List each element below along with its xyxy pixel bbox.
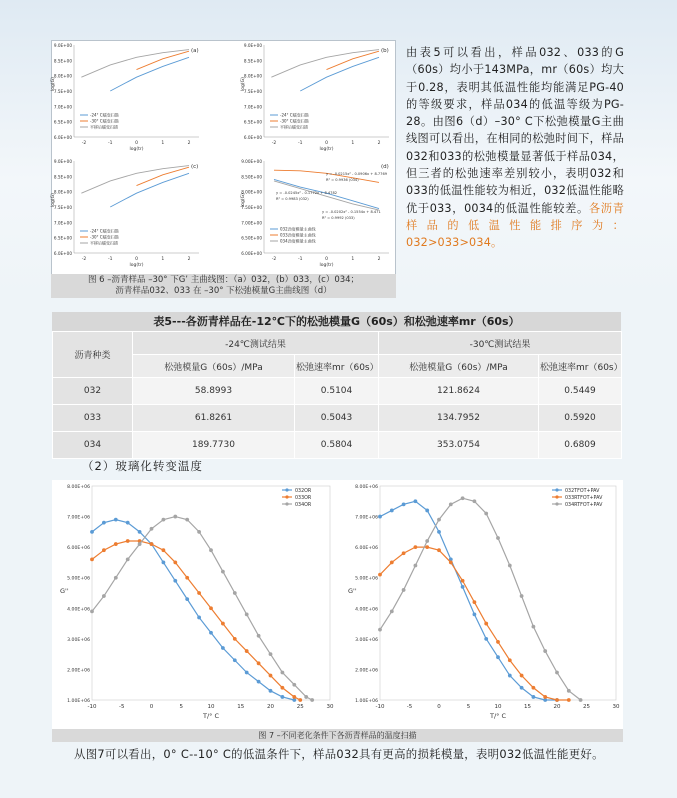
x-tick-label: -1: [108, 257, 113, 262]
legend-label: 033OR: [295, 495, 312, 501]
data-point: [245, 649, 249, 653]
y-tick-label: 9.00E+00: [241, 159, 262, 164]
data-point: [496, 655, 500, 659]
data-point: [90, 609, 94, 613]
x-axis-title: T/° C: [202, 712, 220, 720]
x-tick-label: -10: [87, 704, 97, 710]
table-cell: 0.5920: [539, 405, 622, 432]
data-point: [114, 576, 118, 580]
data-point: [543, 695, 547, 699]
y-tick-label: 2.00E+06: [67, 668, 90, 674]
data-point: [90, 557, 94, 561]
panel-label: (a): [191, 48, 199, 54]
y-tick-label: 8.5E+00: [53, 174, 72, 180]
legend-marker: [555, 495, 558, 498]
figure-7-caption: 图 7 –不同老化条件下各沥青样品的温度扫描: [52, 729, 623, 742]
y-tick-label: 8.5E+00: [243, 58, 262, 64]
data-point: [245, 613, 249, 617]
x-tick-label: -2: [271, 141, 277, 146]
table-5: [52, 312, 621, 459]
data-point: [378, 515, 382, 519]
x-tick-label: 15: [524, 704, 531, 710]
panel-label: (c): [191, 164, 199, 170]
data-point: [378, 573, 382, 577]
legend-label: 032OR: [295, 488, 312, 494]
data-point: [508, 564, 512, 568]
table-cell: 034: [53, 432, 133, 459]
table-cell: 134.7952: [379, 405, 539, 432]
y-tick-label: 8.0E+00: [53, 189, 72, 195]
data-point: [138, 530, 142, 534]
legend-label: -30° C蠕变扫描: [90, 118, 119, 124]
data-point: [449, 502, 453, 506]
figure-7-charts: [52, 480, 623, 730]
plot-area: [380, 486, 616, 700]
data-point: [173, 515, 177, 519]
legend-label: 平移后蠕变扫描: [280, 124, 308, 130]
y-tick-label: 6.5E+00: [53, 235, 72, 241]
data-point: [245, 671, 249, 675]
data-point: [209, 631, 213, 635]
x-tick-label: -10: [375, 704, 385, 710]
legend-marker: [285, 495, 288, 498]
data-point: [90, 530, 94, 534]
legend-label: -24° C蠕变扫描: [90, 112, 119, 118]
x-tick-label: 1: [351, 257, 355, 262]
figure-6-panels: [52, 41, 395, 275]
x-axis-title: log(tr): [319, 263, 334, 268]
data-point: [555, 698, 559, 702]
data-point: [126, 557, 130, 561]
y-tick-label: 8.00E+06: [67, 485, 90, 490]
data-point: [520, 594, 524, 598]
data-point: [496, 640, 500, 644]
data-point: [173, 579, 177, 583]
data-point: [567, 689, 571, 693]
table-5-grid: [52, 331, 622, 459]
y-axis-title: G'': [348, 587, 357, 595]
figure-6-panel: [240, 43, 389, 152]
data-point: [402, 551, 406, 555]
x-tick-label: 10: [494, 704, 502, 710]
data-point: [185, 576, 189, 580]
data-point: [425, 539, 429, 543]
data-point: [520, 674, 524, 678]
y-tick-label: 8.50E+00: [241, 174, 262, 180]
x-tick-label: 30: [612, 704, 620, 710]
x-tick-label: -5: [119, 704, 125, 710]
data-point: [390, 509, 394, 513]
table-subheader: 松弛速率mr（60s）: [539, 355, 622, 378]
y-tick-label: 6.00E+06: [67, 546, 90, 552]
data-point: [390, 609, 394, 613]
y-tick-label: 7.0E+00: [53, 220, 72, 226]
panel-label: (b): [381, 48, 389, 54]
section-subheading: （2）玻璃化转变温度: [82, 459, 203, 473]
data-point: [390, 561, 394, 565]
y-tick-label: 8.00E+00: [241, 189, 262, 195]
data-point: [437, 548, 441, 552]
master-curve-line: [300, 57, 379, 91]
data-point: [484, 512, 488, 516]
data-point: [102, 594, 106, 598]
regression-equation: R² = 0.9992 (033): [322, 216, 355, 220]
x-tick-label: 10: [207, 704, 215, 710]
master-curve-line: [110, 57, 189, 91]
data-point: [508, 658, 512, 662]
x-tick-label: -1: [108, 141, 113, 146]
legend-label: -24° C蠕变扫描: [280, 112, 309, 118]
table-cell: 032: [53, 378, 133, 405]
relaxation-curve-line: [274, 181, 379, 210]
x-tick-label: 0: [135, 141, 138, 146]
data-point: [173, 561, 177, 565]
figure-6-caption-line2: 沥青样品032、033 在 –30° 下松弛模量G主曲线图（d）: [115, 286, 332, 296]
legend-label: 平移后蠕变扫描: [90, 124, 118, 130]
x-tick-label: 0: [437, 704, 441, 710]
table-row: [53, 432, 622, 459]
table-cell: 58.8993: [133, 378, 295, 405]
data-point: [233, 637, 237, 641]
x-tick-label: 1: [161, 257, 165, 262]
y-tick-label: 7.5E+00: [243, 89, 262, 94]
x-tick-label: -1: [298, 257, 303, 262]
data-point: [414, 564, 418, 568]
x-tick-label: -1: [298, 141, 303, 146]
analysis-paragraph: [406, 44, 624, 252]
y-tick-label: 5.00E+06: [355, 576, 378, 582]
data-point: [532, 695, 536, 699]
legend-label: 032TFOT+PAV: [565, 488, 600, 494]
data-point: [269, 689, 273, 693]
table-5-title: 表5---各沥青样品在-12℃下的松弛模量G（60s）和松弛速率mr（60s）: [52, 312, 621, 331]
legend-marker: [285, 502, 288, 505]
table-cell: 0.6809: [539, 432, 622, 459]
data-point: [221, 622, 225, 626]
data-point: [579, 698, 583, 702]
data-point: [425, 545, 429, 549]
data-point: [292, 683, 296, 687]
figure-7-chart: [348, 484, 620, 720]
data-point: [298, 698, 302, 702]
y-tick-label: 8.5E+00: [53, 58, 72, 64]
data-point: [402, 588, 406, 592]
legend-label: 034RTFOT+PAV: [565, 502, 603, 508]
y-tick-label: 6.00E+00: [241, 251, 262, 256]
y-axis-title: log(G): [51, 193, 56, 207]
x-tick-label: 25: [583, 704, 590, 710]
data-point: [425, 509, 429, 513]
x-axis-title: log(tr): [129, 263, 144, 268]
data-point: [437, 530, 441, 534]
table-header-group-24: -24℃测试结果: [133, 332, 379, 355]
data-point: [532, 686, 536, 690]
data-point: [185, 597, 189, 601]
y-tick-label: 8.0E+00: [243, 73, 262, 79]
data-point: [437, 518, 441, 522]
regression-equation: R² = 0.9983 (032): [276, 197, 309, 201]
paragraph-main-text: 由表5可以看出，样品032、033的G（60s）均小于143MPa，mr（60s）均大于0.28，表明其低温性能均能满足PG-40的等级要求，样品034的低温等级为PG-28。由图6（d）–30° C下松弛模量G主曲线图可以看出，在相同的松弛时间下，样品032和033的松弛模量显著低于样品034，但三者的松弛速率差别较小，表明032和033的低温性能较为相近，032低温性能略优于033，0034的低温性能较差。: [406, 46, 624, 215]
y-axis-title: log(G): [241, 193, 246, 207]
conclusion-paragraph: 从图7可以看出，0° C--10° C的低温条件下，样品032具有更高的损耗模量，表明032低温性能更好。: [74, 747, 604, 761]
regression-equation: y = -0.0202x² - 0.1554x + 8.471: [322, 210, 381, 214]
y-tick-label: 7.0E+00: [53, 104, 72, 110]
data-point: [233, 658, 237, 662]
y-tick-label: 9.0E+00: [243, 43, 262, 48]
data-point: [281, 686, 285, 690]
x-axis-title: log(tr): [319, 147, 334, 152]
y-tick-label: 1.00E+06: [67, 699, 90, 704]
y-axis-title: log(G): [51, 77, 56, 91]
x-tick-label: -5: [406, 704, 413, 710]
x-axis-title: log(tr): [129, 147, 144, 152]
y-axis-title: log(G): [241, 77, 246, 91]
legend-label: -30° C蠕变扫描: [90, 234, 119, 240]
y-tick-label: 6.00E+06: [355, 546, 378, 552]
series-line: [92, 517, 312, 700]
x-tick-label: 0: [135, 257, 138, 262]
y-tick-label: 9.0E+00: [53, 43, 72, 48]
data-point: [162, 518, 166, 522]
y-tick-label: 1.00E+06: [355, 699, 378, 704]
series-line: [92, 520, 294, 700]
x-tick-label: -2: [81, 257, 87, 262]
x-tick-label: 2: [187, 141, 191, 146]
figure-7-chart: [60, 484, 334, 720]
paragraph-highlight: 各沥青样品的低温性能排序为：032>033>034。: [406, 201, 624, 250]
x-tick-label: 2: [377, 257, 381, 262]
data-point: [150, 542, 154, 546]
legend-label: -24° C蠕变扫描: [90, 228, 119, 234]
data-point: [461, 496, 465, 500]
table-cell: 033: [53, 405, 133, 432]
legend-label: 033RTFOT+PAV: [565, 495, 603, 501]
table-cell: 0.5043: [295, 405, 379, 432]
data-point: [162, 561, 166, 565]
data-point: [197, 530, 201, 534]
x-tick-label: 0: [325, 257, 328, 262]
y-tick-label: 6.0E+00: [53, 135, 72, 140]
x-tick-label: 1: [351, 141, 355, 146]
data-point: [150, 527, 154, 531]
data-point: [449, 561, 453, 565]
table-row: [53, 405, 622, 432]
table-header-group-30: -30℃测试结果: [379, 332, 622, 355]
regression-equation: y = -0.0245x² - 0.1772x + 8.4782: [276, 191, 338, 195]
data-point: [114, 542, 118, 546]
data-point: [461, 579, 465, 583]
y-tick-label: 6.5E+00: [243, 119, 262, 125]
data-point: [221, 570, 225, 574]
legend-marker: [555, 502, 558, 505]
x-axis-title: T/° C: [489, 712, 507, 720]
y-tick-label: 6.50E+00: [241, 235, 262, 241]
x-tick-label: 30: [326, 704, 334, 710]
table-subheader: 松弛模量G（60s）/MPa: [379, 355, 539, 378]
y-tick-label: 7.0E+00: [243, 104, 262, 110]
data-point: [520, 686, 524, 690]
data-point: [461, 585, 465, 589]
x-tick-label: 5: [466, 704, 471, 710]
data-point: [473, 600, 477, 604]
y-tick-label: 2.00E+06: [355, 668, 378, 674]
data-point: [378, 628, 382, 632]
data-point: [269, 652, 273, 656]
x-tick-label: 20: [267, 704, 274, 710]
table-subheader: 松弛速率mr（60s）: [295, 355, 379, 378]
data-point: [555, 671, 559, 675]
figure-6-panel: [240, 159, 389, 268]
plot-area: [92, 486, 330, 700]
table-cell: 189.7730: [133, 432, 295, 459]
y-tick-label: 7.5E+00: [53, 205, 72, 210]
y-tick-label: 5.00E+06: [67, 576, 90, 582]
data-point: [185, 518, 189, 522]
data-point: [138, 542, 142, 546]
x-tick-label: 0: [325, 141, 328, 146]
x-tick-label: 25: [296, 704, 304, 710]
data-point: [233, 591, 237, 595]
x-tick-label: -2: [271, 257, 277, 262]
data-point: [414, 545, 418, 549]
data-point: [221, 646, 225, 650]
legend-label: 034劲度模量主曲线: [280, 238, 316, 244]
master-curve-line: [110, 173, 189, 207]
x-tick-label: 1: [161, 141, 165, 146]
table-cell: 61.8261: [133, 405, 295, 432]
x-tick-label: 2: [377, 141, 381, 146]
data-point: [414, 499, 418, 503]
x-tick-label: 0: [149, 704, 154, 710]
data-point: [473, 613, 477, 617]
y-tick-label: 7.50E+00: [241, 205, 262, 210]
data-point: [473, 499, 477, 503]
data-point: [126, 521, 130, 525]
data-point: [402, 502, 406, 506]
data-point: [304, 695, 308, 699]
data-point: [484, 622, 488, 626]
y-tick-label: 7.00E+06: [67, 515, 90, 521]
legend-label: 034OR: [295, 502, 312, 508]
data-point: [484, 637, 488, 641]
table-cell: 0.5804: [295, 432, 379, 459]
legend-label: -30° C蠕变扫描: [280, 118, 309, 124]
data-point: [281, 695, 285, 699]
regression-equation: R² = 0.9936 (034): [326, 178, 359, 182]
y-tick-label: 8.0E+00: [53, 73, 72, 79]
figure-6-panel: [50, 43, 199, 152]
data-point: [543, 649, 547, 653]
y-tick-label: 7.00E+06: [355, 515, 378, 521]
table-cell: 353.0754: [379, 432, 539, 459]
figure-6-caption: [51, 274, 396, 298]
figure-6-panel: [50, 159, 199, 268]
data-point: [257, 634, 261, 638]
figure-6: [51, 40, 396, 296]
data-point: [532, 625, 536, 629]
table-cell: 0.5449: [539, 378, 622, 405]
y-axis-title: G'': [60, 587, 69, 595]
x-tick-label: -2: [81, 141, 87, 146]
data-point: [162, 548, 166, 552]
data-point: [257, 661, 261, 665]
y-tick-label: 6.0E+00: [243, 135, 262, 140]
data-point: [126, 539, 130, 543]
table-cell: 121.8624: [379, 378, 539, 405]
legend-label: 平移后蠕变扫描: [90, 240, 118, 246]
y-tick-label: 6.5E+00: [53, 119, 72, 125]
data-point: [102, 548, 106, 552]
legend-label: 032劲度模量主曲线: [280, 226, 316, 232]
series-line: [380, 501, 557, 700]
y-tick-label: 3.00E+06: [67, 637, 90, 643]
series-line: [380, 547, 569, 700]
data-point: [567, 698, 571, 702]
data-point: [310, 698, 314, 702]
legend-marker: [555, 488, 558, 491]
x-tick-label: 15: [237, 704, 245, 710]
figure-7: [52, 480, 623, 730]
y-tick-label: 7.00E+00: [241, 220, 262, 226]
y-tick-label: 3.00E+06: [355, 637, 378, 643]
table-header-sample-type: 沥青种类: [53, 332, 133, 378]
data-point: [102, 521, 106, 525]
data-point: [257, 680, 261, 684]
x-tick-label: 20: [553, 704, 561, 710]
data-point: [114, 518, 118, 522]
y-tick-label: 7.5E+00: [53, 89, 72, 94]
data-point: [508, 674, 512, 678]
regression-equation: y = -0.0215x² - 0.0906x + 8.7769: [326, 172, 388, 176]
table-cell: 0.5104: [295, 378, 379, 405]
data-point: [496, 536, 500, 540]
data-point: [281, 671, 285, 675]
y-tick-label: 6.0E+00: [53, 251, 72, 256]
data-point: [292, 695, 296, 699]
x-tick-label: 5: [179, 704, 183, 710]
panel-label: (d): [381, 164, 389, 170]
data-point: [209, 548, 213, 552]
y-tick-label: 9.0E+00: [53, 159, 72, 164]
y-tick-label: 4.00E+06: [355, 607, 378, 613]
data-point: [269, 674, 273, 678]
data-point: [197, 616, 201, 620]
series-line: [380, 498, 581, 700]
data-point: [209, 606, 213, 610]
x-tick-label: 2: [187, 257, 191, 262]
figure-6-caption-line1: 图 6 –沥青样品 –30° 下G’ 主曲线图：（a）032，(b）033，(c）034；: [87, 275, 360, 285]
y-tick-label: 4.00E+06: [67, 607, 90, 613]
legend-label: 033劲度模量主曲线: [280, 232, 316, 238]
legend-marker: [285, 488, 288, 491]
y-tick-label: 8.00E+06: [355, 485, 378, 490]
data-point: [197, 591, 201, 595]
table-row: [53, 378, 622, 405]
table-subheader: 松弛模量G（60s）/MPa: [133, 355, 295, 378]
